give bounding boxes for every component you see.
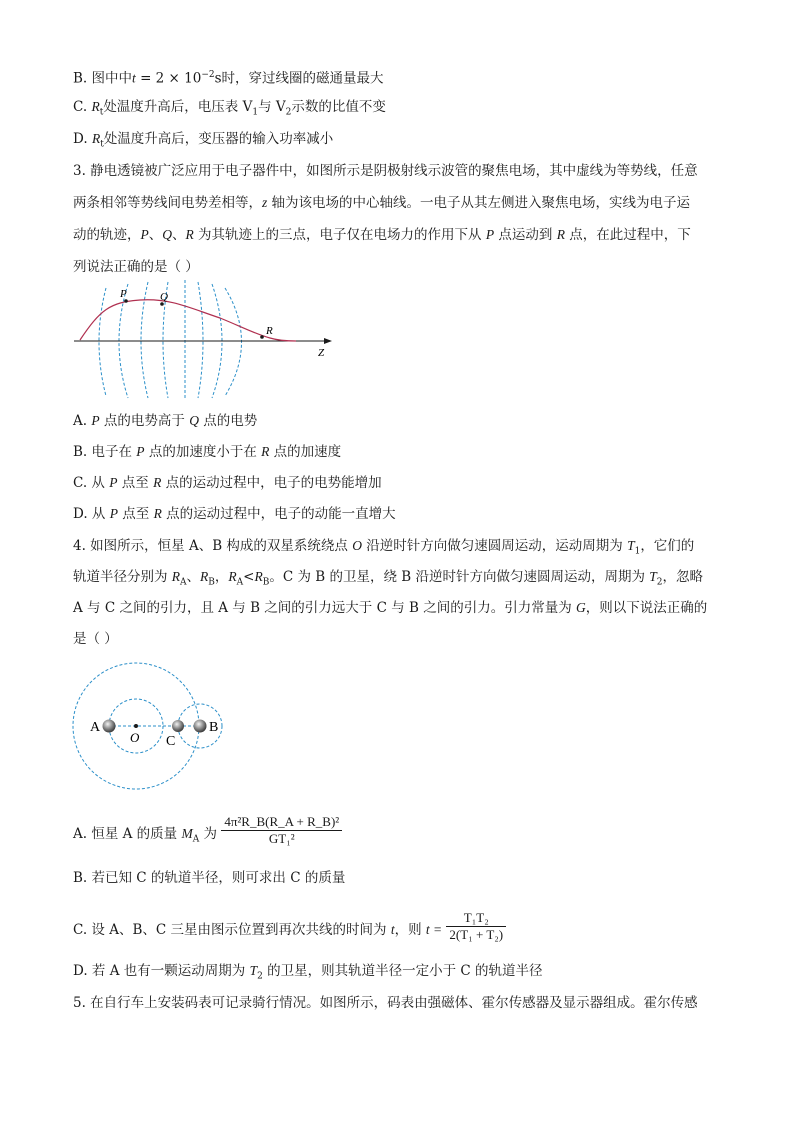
- q3-line3-Q: Q: [162, 227, 172, 242]
- q3-option-c-mid: 点至: [117, 475, 154, 491]
- q4-line3-G: G: [576, 600, 586, 615]
- q4-option-c-t: t: [390, 922, 395, 937]
- q2-option-c-var: R: [91, 99, 100, 114]
- q3-stem-line2: [73, 194, 690, 212]
- point-r: [260, 335, 264, 339]
- equipotential-line: [198, 282, 203, 398]
- q3-option-a-Q: Q: [189, 413, 199, 428]
- q4-line1b: 沿逆时针方向做匀速圆周运动，运动周期为: [361, 538, 628, 554]
- q4-line3a: A 与 C 之间的引力，且 A 与 B 之间的引力远大于 C 与 B 之间的引力。引力常量为: [73, 600, 576, 616]
- q3-stem-line3: [73, 226, 691, 244]
- q2-option-b-var: t: [132, 70, 136, 86]
- q2-option-c-and: 与 V: [258, 99, 286, 115]
- q4-stem-line3: [73, 599, 707, 617]
- label-q: Q: [160, 291, 168, 303]
- q2-option-c-v1: 1: [252, 107, 259, 118]
- q4-line2b: ，: [214, 569, 229, 585]
- electron-trajectory: [80, 300, 296, 341]
- z-axis-arrow: [324, 338, 332, 344]
- q4-line2a: 轨道半径分别为: [73, 569, 172, 585]
- q4-line2-RB2sub: B: [262, 577, 270, 588]
- q3-option-b-suffix: 点的加速度: [269, 444, 342, 460]
- q2-option-b-text: B. 图中中: [73, 70, 133, 87]
- q3-stem-line1: 3. 静电透镜被广泛应用于电子器件中，如图所示是阴极射线示波管的聚焦电场，其中虚线为等势线，任意: [73, 163, 698, 179]
- q3-option-c-R: R: [153, 475, 162, 490]
- q4-option-a-mid: 为: [199, 826, 218, 842]
- q4-line2-T: T: [649, 569, 657, 584]
- q4-stem-line2: [73, 568, 703, 592]
- q3-option-c-prefix: C. 从: [73, 475, 110, 491]
- q3-option-a-mid: 点的电势高于: [99, 413, 190, 429]
- q3-option-d: [73, 505, 396, 523]
- label-r: R: [266, 325, 273, 337]
- q2-option-b-exp: −2: [201, 70, 215, 80]
- q2-option-b-eq: = 2 × 10: [135, 70, 202, 87]
- q3-lens-figure: [70, 280, 340, 400]
- q4-line2-RAsub: A: [180, 577, 187, 588]
- q3-option-b-prefix: B. 电子在: [73, 444, 137, 460]
- q4-binary-star-figure: [70, 660, 240, 800]
- q2-option-c-prefix: C.: [73, 99, 92, 115]
- q4-option-d: [73, 962, 543, 986]
- q3-line3-P2: P: [485, 227, 495, 242]
- q4-line1c: ，它们的: [640, 538, 695, 554]
- q4-line1a: 4. 如图所示，恒星 A、B 构成的双星系统绕点: [73, 538, 353, 554]
- equipotential-line: [225, 288, 242, 396]
- q4-option-d-T: T: [249, 963, 258, 978]
- q3-line3-R: R: [185, 227, 194, 242]
- q4-option-d-Tsub: 2: [257, 971, 263, 982]
- q3-line3-sep2: 、: [172, 227, 186, 243]
- q4-line2-RA2: R: [228, 569, 237, 584]
- q4-option-c-denominator: 2(T₁ + T₂): [449, 927, 504, 942]
- equipotential-line: [99, 288, 106, 396]
- q4-option-d-suffix: 的卫星，则其轨道半径一定小于 C 的轨道半径: [262, 963, 543, 979]
- q4-line2-sep: 、: [186, 569, 201, 585]
- q3-stem-line4: 列说法正确的是（ ）: [73, 259, 199, 275]
- q2-option-d-sub: t: [100, 139, 104, 150]
- q3-line2b: 轴为该电场的中心轴线。一电子从其左侧进入聚焦电场，实线为电子运: [267, 195, 691, 211]
- q4-option-a-denominator: GT₁²: [268, 831, 295, 846]
- q4-option-a-M: M: [181, 826, 193, 841]
- q4-line1-O: O: [352, 538, 362, 553]
- q2-option-d-suffix: 处温度升高后，变压器的输入功率减小: [103, 131, 334, 147]
- q3-line3a: 动的轨迹，: [73, 227, 141, 243]
- q3-option-b: [73, 443, 341, 461]
- q3-option-c-P: P: [109, 475, 118, 490]
- q4-option-a-Msub: A: [192, 834, 200, 845]
- q4-option-a: [73, 814, 342, 851]
- q2-option-d-prefix: D.: [73, 131, 92, 147]
- q3-line3c: 点运动到: [494, 227, 557, 243]
- q3-option-a-suffix: 点的电势: [198, 413, 258, 429]
- q3-line3-sep1: 、: [148, 227, 163, 243]
- q4-stem-line1: [73, 537, 694, 561]
- q2-option-b-suffix: s时，穿过线圈的磁通量最大: [214, 70, 384, 87]
- q4-option-c-fraction: [446, 910, 506, 943]
- q4-option-d-prefix: D. 若 A 也有一颗运动周期为: [73, 963, 250, 979]
- q3-line2-var: z: [262, 195, 268, 210]
- q4-option-c: [73, 910, 506, 947]
- q4-option-c-numerator: T₁T₂: [446, 910, 506, 927]
- q3-option-a-prefix: A.: [73, 413, 92, 429]
- q4-option-b: B. 若已知 C 的轨道半径，则可求出 C 的质量: [73, 870, 346, 886]
- q4-line2d: ，忽略: [662, 569, 704, 585]
- star-a: [103, 720, 116, 733]
- q4-option-a-prefix: A. 恒星 A 的质量: [73, 826, 182, 842]
- q3-option-d-P: P: [109, 506, 118, 521]
- q3-line3-P: P: [140, 227, 149, 242]
- label-z: Z: [318, 347, 325, 359]
- q4-option-a-fraction: [221, 814, 342, 847]
- q3-option-a-P: P: [91, 413, 100, 428]
- q3-option-c-suffix: 点的运动过程中，电子的电势能增加: [161, 475, 382, 491]
- label-c: C: [166, 734, 176, 749]
- q3-line3b: 为其轨迹上的三点，电子仅在电场力的作用下从: [193, 227, 486, 243]
- q4-line2-RB: R: [200, 569, 209, 584]
- q4-option-c-mid: ，则: [394, 922, 426, 938]
- label-p: P: [120, 288, 127, 300]
- q5-stem-line1: 5. 在自行车上安装码表可记录骑行情况。如图所示，码表由强磁体、霍尔传感器及显示器组成。霍尔传感: [73, 995, 698, 1011]
- q3-option-a: [73, 412, 257, 430]
- q4-option-a-numerator: 4π²R_B(R_A + R_B)²: [221, 814, 342, 831]
- q4-line2-RA2sub: A: [236, 577, 244, 588]
- q4-line1-T: T: [627, 538, 635, 553]
- q2-option-c-mid: 处温度升高后，电压表 V: [103, 99, 253, 115]
- q2-option-c: [73, 98, 386, 122]
- q2-option-c-v2: 2: [285, 107, 292, 118]
- q2-option-b: [73, 66, 384, 88]
- q3-line3-R2: R: [556, 227, 565, 242]
- label-b: B: [209, 720, 219, 735]
- q2-option-d-var: R: [91, 131, 101, 146]
- star-b: [194, 720, 207, 733]
- q4-line1-Tsub: 1: [634, 546, 641, 557]
- q3-option-b-mid: 点的加速度小于在: [144, 444, 262, 460]
- q3-option-b-P: P: [136, 444, 145, 459]
- point-o: [134, 724, 138, 728]
- q4-option-c-eq: t =: [425, 922, 443, 937]
- q4-stem-line4: 是（ ）: [73, 631, 118, 647]
- q4-line3b: ，则以下说法正确的: [585, 600, 708, 616]
- q2-option-d: [73, 130, 333, 154]
- q2-option-c-suffix: 示数的比值不变: [291, 99, 386, 115]
- q2-option-c-sub: t: [99, 107, 104, 118]
- q3-option-b-R: R: [261, 444, 270, 459]
- q4-option-c-prefix: C. 设 A、B、C 三星由图示位置到再次共线的时间为: [73, 922, 391, 938]
- label-o: O: [130, 730, 140, 745]
- q4-line2-lt: <: [243, 569, 255, 585]
- label-a: A: [90, 720, 101, 735]
- q3-option-d-prefix: D. 从: [73, 506, 110, 522]
- satellite-c: [172, 720, 184, 732]
- q3-line2a: 两条相邻等势线间电势差相等，: [73, 195, 262, 211]
- q3-option-d-suffix: 点的运动过程中，电子的动能一直增大: [161, 506, 396, 522]
- q3-option-d-mid: 点至: [117, 506, 154, 522]
- q4-line2-RB2: R: [254, 569, 263, 584]
- q4-line2-RA: R: [171, 569, 181, 584]
- q4-line2c: 。C 为 B 的卫星，绕 B 沿逆时针方向做匀速圆周运动，周期为: [269, 569, 650, 585]
- q3-option-c: [73, 474, 382, 492]
- q4-line2-Tsub: 2: [656, 577, 663, 588]
- q3-line3d: 点，在此过程中，下: [564, 227, 691, 243]
- q4-line2-RBsub: B: [208, 577, 215, 588]
- q3-option-d-R: R: [153, 506, 162, 521]
